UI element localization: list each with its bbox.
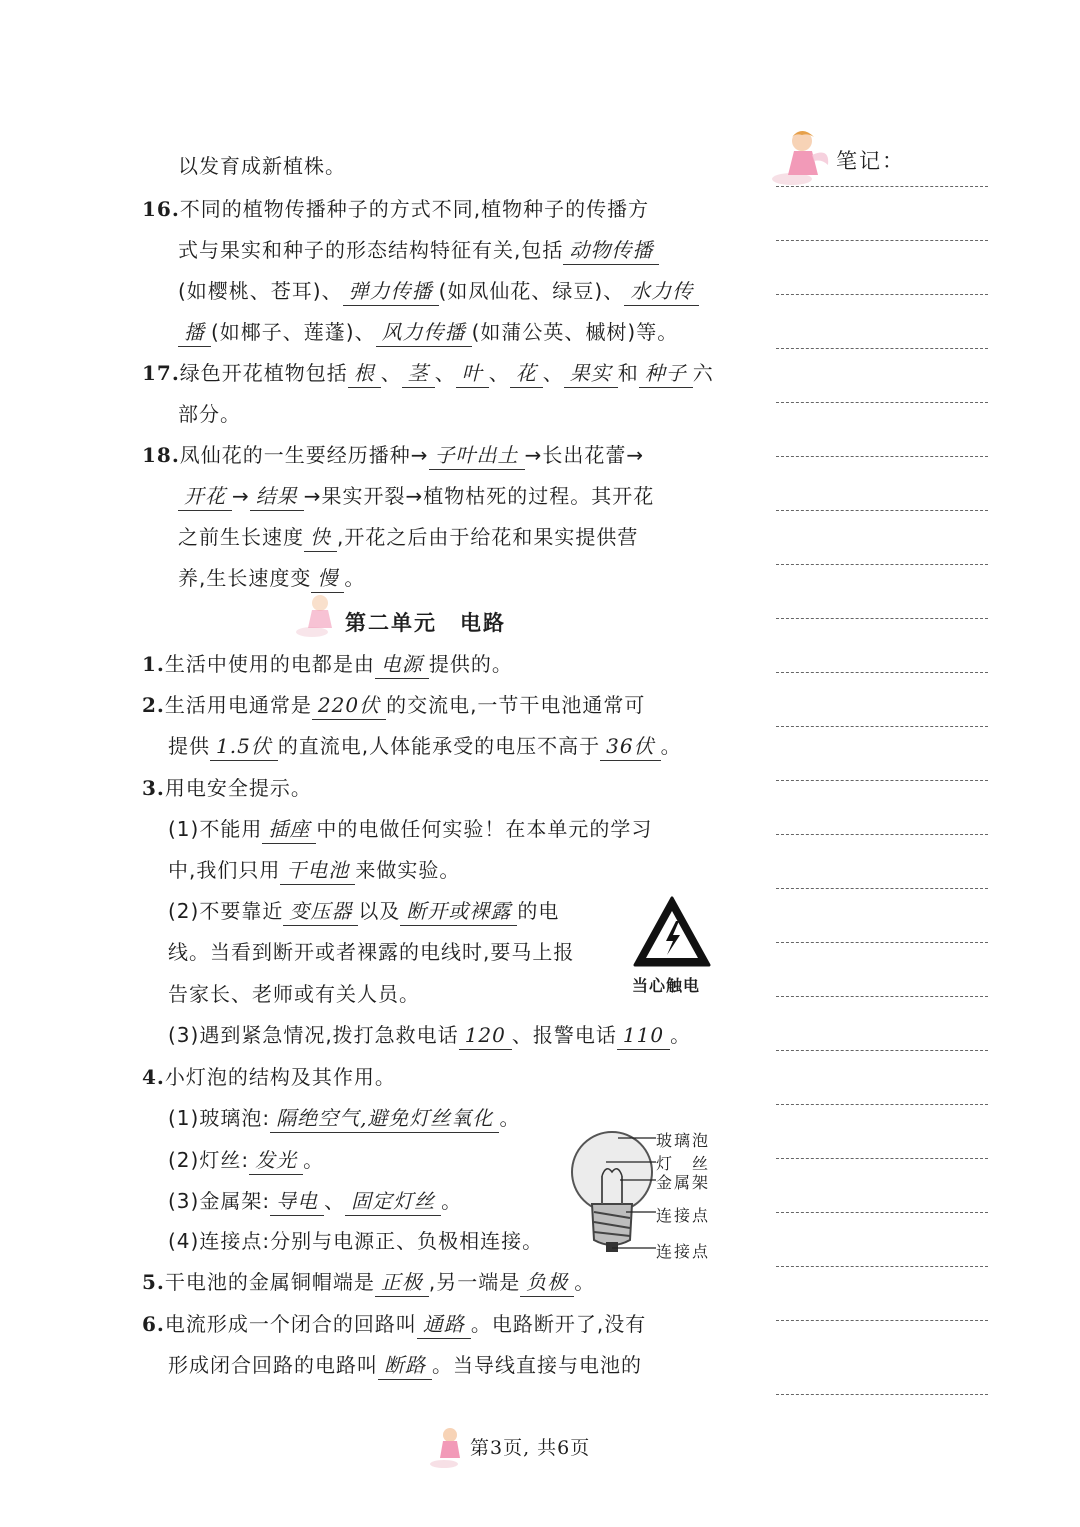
bulb-label-metal-frame: 金属架 xyxy=(656,1173,711,1192)
answer-blank: 插座 xyxy=(262,815,316,844)
notes-line xyxy=(776,1394,988,1395)
text-line: 线。当看到断开或者裸露的电线时,要马上报 xyxy=(168,940,575,964)
text-line: (1)玻璃泡: 隔绝空气,避免灯丝氧化 。 xyxy=(168,1104,520,1133)
question-2: 2.生活用电通常是 220伏 的交流电,一节干电池通常可 xyxy=(142,691,645,720)
notes-line xyxy=(776,294,988,295)
answer-blank: 1.5伏 xyxy=(210,732,278,761)
answer-blank: 110 xyxy=(617,1021,670,1050)
text-line: 部分。 xyxy=(178,402,241,426)
text-line: 形成闭合回路的电路叫 断路 。当导线直接与电池的 xyxy=(168,1351,642,1380)
question-6: 6.电流形成一个闭合的回路叫 通路 。电路断开了,没有 xyxy=(142,1310,646,1339)
high-voltage-warning-icon xyxy=(632,895,712,969)
question-3: 3.用电安全提示。 xyxy=(142,776,312,800)
notes-line xyxy=(776,456,988,457)
answer-blank: 种子 xyxy=(639,359,693,388)
text-line: (2)灯丝: 发光 。 xyxy=(168,1146,324,1175)
notes-line xyxy=(776,1212,988,1213)
notes-line xyxy=(776,888,988,889)
unit-title: 第二单元 电路 xyxy=(345,611,506,635)
answer-blank: 花 xyxy=(510,359,543,388)
text-line: 告家长、老师或有关人员。 xyxy=(168,982,420,1006)
question-1: 1.生活中使用的电都是由 电源 提供的。 xyxy=(142,650,513,679)
text-line: (3)遇到紧急情况,拨打急救电话 120 、报警电话 110 。 xyxy=(168,1021,691,1050)
answer-blank: 果实 xyxy=(564,359,618,388)
text-line: 中,我们只用 干电池 来做实验。 xyxy=(168,856,460,885)
answer-blank: 发光 xyxy=(249,1146,303,1175)
answer-blank: 导电 xyxy=(270,1187,324,1216)
answer-blank: 风力传播 xyxy=(376,318,472,347)
answer-blank: 快 xyxy=(304,523,337,552)
notes-line xyxy=(776,1050,988,1051)
answer-blank: 开花 xyxy=(178,482,232,511)
answer-blank: 120 xyxy=(459,1021,512,1050)
answer-blank: 通路 xyxy=(417,1310,471,1339)
text-line: (4)连接点:分别与电源正、负极相连接。 xyxy=(168,1229,544,1253)
notes-line xyxy=(776,996,988,997)
text-line: 之前生长速度 快 ,开花之后由于给花和果实提供营 xyxy=(178,523,638,552)
answer-blank: 变压器 xyxy=(283,897,358,926)
fairy-decoration-icon xyxy=(296,590,344,642)
notes-line xyxy=(776,186,988,187)
question-17: 17.绿色开花植物包括 根 、 茎 、 叶 、 花 、 果实 和 种子 六 xyxy=(142,359,714,388)
notes-line xyxy=(776,510,988,511)
text-line: 开花 → 结果 →果实开裂→植物枯死的过程。其开花 xyxy=(178,482,654,511)
text-line: (3)金属架: 导电 、 固定灯丝 。 xyxy=(168,1187,462,1216)
text-line: (如樱桃、苍耳)、 弹力传播 (如凤仙花、绿豆)、 水力传 xyxy=(178,277,699,306)
answer-blank: 220伏 xyxy=(312,691,386,720)
answer-blank: 叶 xyxy=(456,359,489,388)
answer-blank: 断路 xyxy=(378,1351,432,1380)
notes-label: 笔记： xyxy=(836,149,905,173)
answer-blank: 子叶出土 xyxy=(429,441,525,470)
text-line: 播 (如椰子、莲蓬)、 风力传播 (如蒲公英、槭树)等。 xyxy=(178,318,678,347)
notes-line xyxy=(776,726,988,727)
text-line: (2)不要靠近 变压器 以及 断开或裸露 的电 xyxy=(168,897,559,926)
notes-line xyxy=(776,1320,988,1321)
answer-blank: 弹力传播 xyxy=(343,277,439,306)
fairy-notes-icon xyxy=(772,125,834,193)
answer-blank: 正极 xyxy=(375,1268,429,1297)
notes-line xyxy=(776,1104,988,1105)
leader-lines xyxy=(600,1128,660,1252)
answer-blank: 根 xyxy=(348,359,381,388)
answer-blank: 断开或裸露 xyxy=(400,897,517,926)
page-number: 第3页, 共6页 xyxy=(470,1437,591,1459)
text-line: 以发育成新植株。 xyxy=(178,154,346,178)
question-4: 4.小灯泡的结构及其作用。 xyxy=(142,1065,396,1089)
answer-blank: 水力传 xyxy=(624,277,699,306)
bulb-label-contact: 连接点 xyxy=(656,1206,711,1225)
warning-caption: 当心触电 xyxy=(632,976,701,995)
bulb-label-filament: 灯 丝 xyxy=(656,1154,711,1173)
answer-blank: 36伏 xyxy=(600,732,660,761)
notes-line xyxy=(776,780,988,781)
answer-blank: 结果 xyxy=(250,482,304,511)
answer-blank: 隔绝空气,避免灯丝氧化 xyxy=(270,1104,499,1133)
notes-line xyxy=(776,672,988,673)
notes-line xyxy=(776,240,988,241)
notes-line xyxy=(776,564,988,565)
text-line: 式与果实和种子的形态结构特征有关,包括 动物传播 xyxy=(178,236,659,265)
bulb-label-contact: 连接点 xyxy=(656,1242,711,1261)
text-line: (1)不能用 插座 中的电做任何实验！在本单元的学习 xyxy=(168,815,652,844)
answer-blank: 干电池 xyxy=(280,856,355,885)
answer-blank: 固定灯丝 xyxy=(345,1187,441,1216)
notes-line xyxy=(776,618,988,619)
question-16: 16.不同的植物传播种子的方式不同,植物种子的传播方 xyxy=(142,197,650,221)
text-line: 养,生长速度变 慢 。 xyxy=(178,564,365,593)
answer-blank: 负极 xyxy=(520,1268,574,1297)
answer-blank: 电源 xyxy=(375,650,429,679)
question-5: 5.干电池的金属铜帽端是 正极 ,另一端是 负极 。 xyxy=(142,1268,595,1297)
answer-blank: 茎 xyxy=(402,359,435,388)
answer-blank: 动物传播 xyxy=(563,236,659,265)
notes-line xyxy=(776,1158,988,1159)
notes-line xyxy=(776,402,988,403)
answer-blank: 播 xyxy=(178,318,211,347)
notes-line xyxy=(776,1266,988,1267)
answer-blank: 慢 xyxy=(311,564,344,593)
notes-line xyxy=(776,348,988,349)
notes-line xyxy=(776,942,988,943)
notes-line xyxy=(776,834,988,835)
bulb-label-glass: 玻璃泡 xyxy=(656,1131,711,1150)
text-line: 提供 1.5伏 的直流电,人体能承受的电压不高于 36伏 。 xyxy=(168,732,682,761)
question-18: 18.凤仙花的一生要经历播种→ 子叶出土 →长出花蕾→ xyxy=(142,441,644,470)
fairy-footer-icon xyxy=(430,1424,470,1472)
